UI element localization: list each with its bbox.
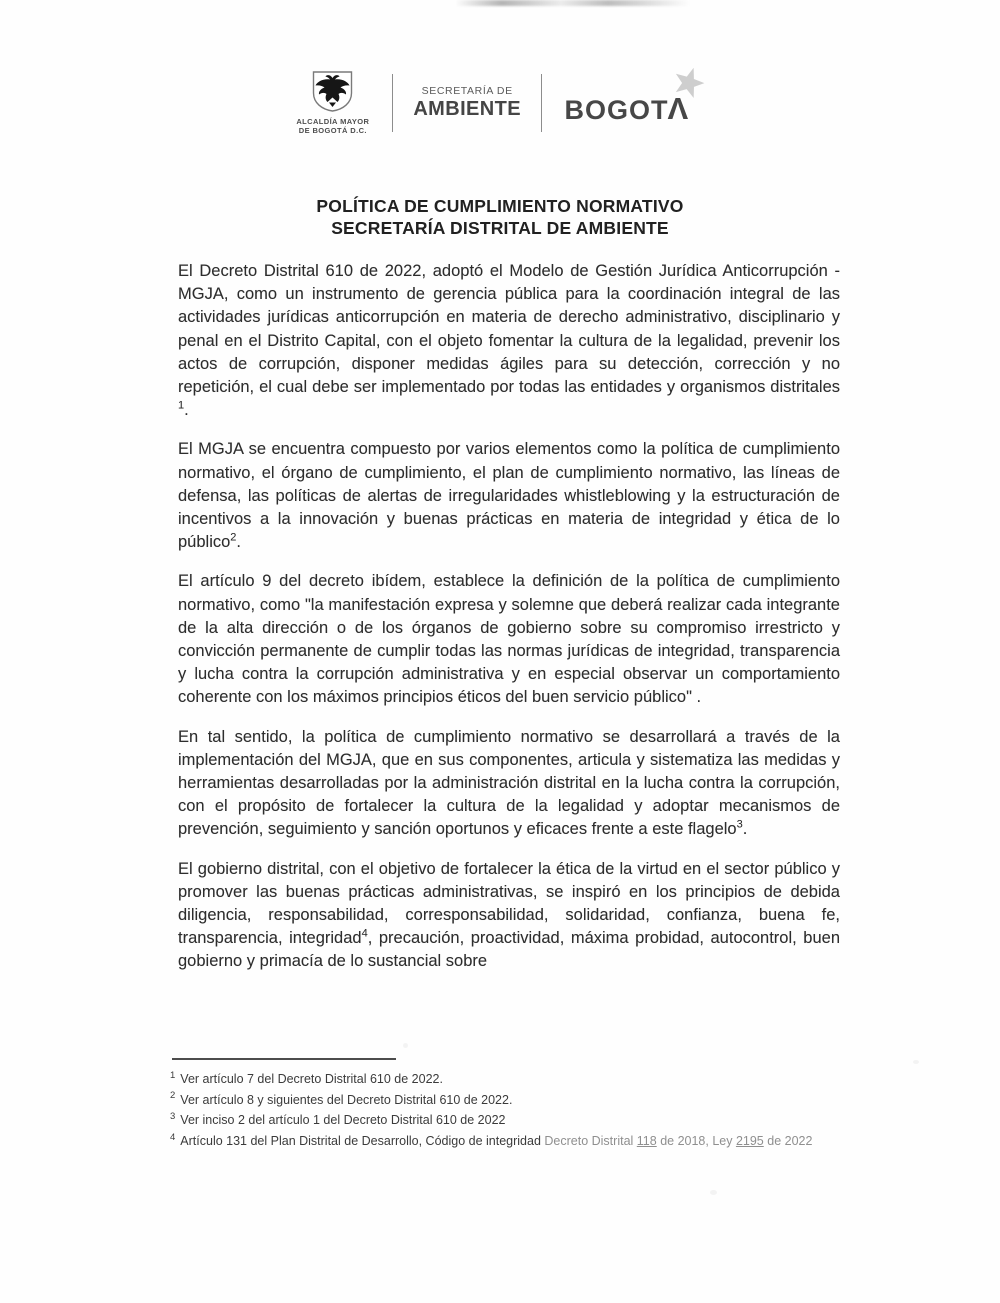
text-run: Ver inciso 2 del artículo 1 del Decreto Distrital 610 de 2022 — [180, 1113, 506, 1128]
document-title — [0, 195, 1000, 240]
paragraph — [178, 260, 840, 422]
document-title-line1: POLÍTICA DE CUMPLIMIENTO NORMATIVO — [316, 195, 684, 216]
text-run: El MGJA se encuentra compuesto por varios elementos como la política de cumplimiento normativo, el órgano de cumplimiento, el plan de cumplimiento normativo, las líneas de defensa, las políticas de alertas de irregularidades whistleblowing y la estructuración de incentivos a la innovación y buenas prácticas en materia de integridad y ética de lo público — [178, 440, 840, 552]
paragraph — [178, 570, 840, 709]
footnote-ref: 4 — [361, 927, 368, 940]
crest-caption-line1: ALCALDÍA MAYOR — [296, 117, 370, 126]
bogota-lambda-letter: Λ — [667, 90, 689, 126]
document-title-line2: SECRETARÍA DISTRITAL DE AMBIENTE — [331, 218, 669, 239]
logo-divider-bar — [541, 74, 543, 132]
bogota-wordmark: BOGOT — [564, 94, 669, 125]
text-run: , precaución, proactividad, máxima probidad, autocontrol, buen gobierno y primacía de lo sustancial sobre — [178, 929, 840, 971]
paragraph — [178, 858, 840, 974]
paragraph — [178, 438, 840, 554]
footnote-ref: 1 — [178, 399, 185, 412]
text-run: Ver artículo 7 del Decreto Distrital 610 de 2022. — [180, 1072, 443, 1086]
footnote-number: 1 — [170, 1069, 176, 1081]
text-run: . — [742, 820, 748, 839]
footnote-link[interactable]: 118 — [636, 1133, 657, 1148]
footnote — [170, 1069, 860, 1090]
footnote-area — [170, 1058, 860, 1151]
text-run: Artículo 131 del Plan Distrital de Desarrollo, Código de integridad — [180, 1133, 545, 1148]
scan-speck — [403, 1043, 408, 1048]
text-run: Ver artículo 8 y siguientes del Decreto Distrital 610 de 2022. — [180, 1092, 513, 1107]
footnote-link[interactable]: 2195 — [735, 1133, 764, 1148]
footnote-number: 4 — [170, 1131, 176, 1143]
scan-speck — [913, 1060, 919, 1064]
text-run: En tal sentido, la política de cumplimiento normativo se desarrollará a través de la implementación del MGJA, que en sus componentes, articula y sistematiza las medidas y herramientas desarrolladas por la administración distrital en la lucha contra la corrupción, con el propósito de fortalecer la cultura de la legalidad y adoptar mecanismos de prevención, seguimiento y sanción oportunos y eficaces frente a este flagelo — [178, 727, 840, 839]
footnote-ref: 3 — [736, 818, 743, 831]
footnote-divider-line — [172, 1058, 396, 1060]
header-logos — [0, 70, 1000, 135]
text-run: Decreto Distrital — [544, 1133, 637, 1148]
footnote-number: 2 — [170, 1090, 176, 1102]
paragraph — [178, 726, 840, 842]
footnote — [170, 1110, 860, 1131]
text-run: El Decreto Distrital 610 de 2022, adoptó el Modelo de Gestión Jurídica Anticorrupción - MGJA, como un instrumento de gerencia pública para la coordinación integral de las actividades jurídicas anticorrupción en materia de derecho administrativo, disciplinario y penal en el Distrito Capital, con el objeto fomentar la cultura de la legalidad, prevenir los actos de corrupción, disponer medidas ágiles para su detección, corrección y no repetición, el cual debe ser implementado por todas las entidades y organismos distritales — [178, 262, 840, 397]
text-run: . — [184, 401, 189, 420]
secretaria-logo-line1: SECRETARÍA DE — [421, 84, 513, 97]
scan-artifact-top-edge — [455, 0, 690, 6]
secretaria-logo-line2: AMBIENTE — [413, 97, 521, 120]
double-headed-eagle-crest-icon — [309, 70, 356, 114]
text-run: . — [236, 533, 242, 552]
text-run: El gobierno distrital, con el objetivo de fortalecer la ética de la virtud en el sector público y promover las buenas prácticas administrativas, se inspiró en los principios de debida diligencia, responsabilidad, corresponsabilidad, solidaridad, confianza, buena fe, transparencia, integridad — [178, 859, 840, 948]
text-run: El artículo 9 del decreto ibídem, establece la definición de la política de cumplimiento normativo, como "la manifestación expresa y solemne que deberá realizar cada integrante de la alta dirección o de los órganos de gobierno sobre su compromiso irrestricto y convicción permanente de cumplir todas las normas jurídicas de integridad, transparencia y lucha contra la corrupción administrativa y en especial observar un comportamiento coherente con los máximos principios éticos del buen servicio público" . — [178, 572, 840, 707]
document-body — [178, 260, 840, 990]
footnote-ref: 2 — [230, 531, 237, 544]
footnote — [170, 1090, 860, 1111]
text-run: de 2022 — [763, 1133, 813, 1148]
logo-divider-bar — [392, 74, 394, 132]
footnote-number: 3 — [170, 1111, 176, 1123]
secretaria-ambiente-logo — [413, 85, 521, 121]
footnote-list — [170, 1069, 860, 1151]
alcaldia-mayor-crest — [294, 70, 372, 135]
footnote — [170, 1131, 860, 1152]
scan-speck — [710, 1190, 717, 1195]
crest-caption-line2: DE BOGOTÁ D.C. — [298, 126, 367, 135]
text-run: de 2018, Ley — [656, 1133, 736, 1148]
bogota-logo — [562, 75, 706, 131]
